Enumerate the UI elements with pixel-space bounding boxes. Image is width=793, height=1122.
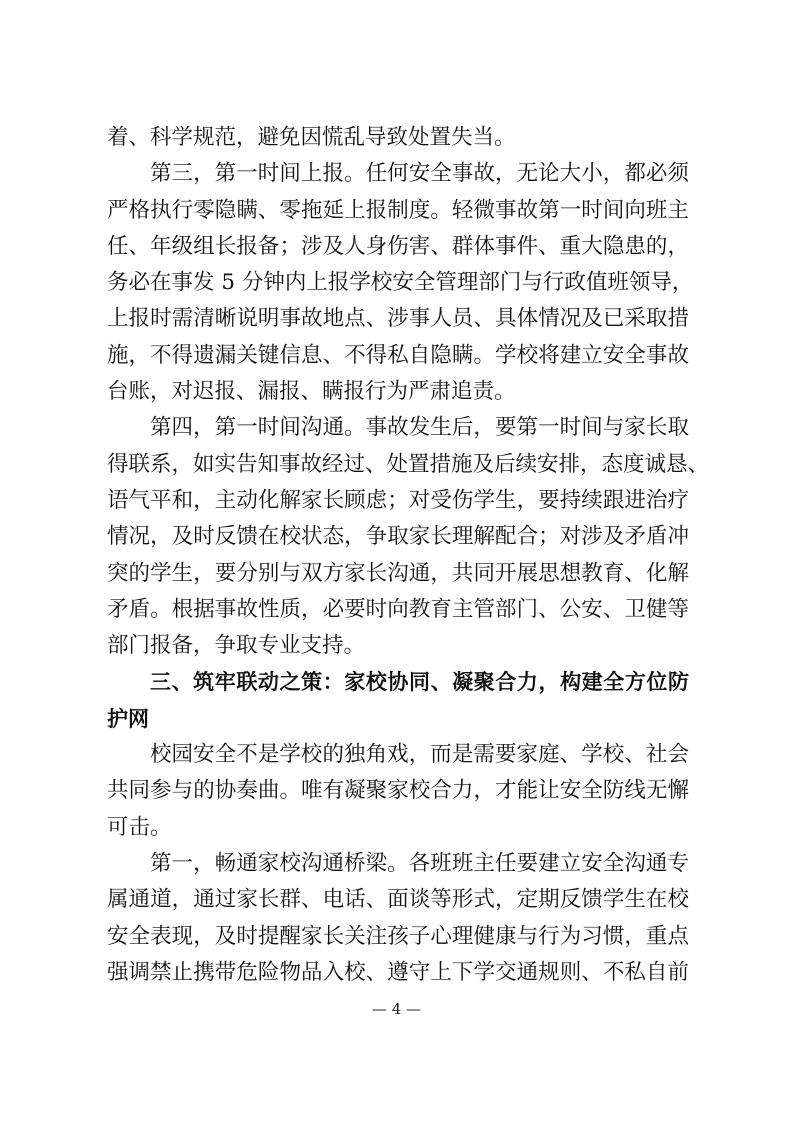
text-line: 矛盾。根据事故性质，必要时向教育主管部门、公安、卫健等 bbox=[107, 596, 689, 622]
text-line: 务必在事发 5 分钟内上报学校安全管理部门与行政值班领导， bbox=[107, 270, 694, 296]
text-line: 台账，对迟报、漏报、瞒报行为严肃追责。 bbox=[107, 379, 516, 405]
text-line: 着、科学规范，避免因慌乱导致处置失当。 bbox=[107, 125, 516, 150]
text-line: 强调禁止携带危险物品入校、遵守上下学交通规则、不私自前 bbox=[107, 959, 689, 985]
text-line: 第三，第一时间上报。任何安全事故，无论大小，都必须 bbox=[150, 161, 689, 187]
document-body bbox=[107, 120, 710, 991]
text-line: 任、年级组长报备；涉及人身伤害、群体事件、重大隐患的， bbox=[107, 233, 689, 259]
section-heading-line: 三、筑牢联动之策：家校协同、凝聚合力，构建全方位防 bbox=[150, 670, 689, 695]
text-line: 安全表现，及时提醒家长关注孩子心理健康与行为习惯，重点 bbox=[107, 923, 689, 949]
text-line: 第四，第一时间沟通。事故发生后，要第一时间与家长取 bbox=[150, 415, 689, 441]
text-line: 严格执行零隐瞒、零拖延上报制度。轻微事故第一时间向班主 bbox=[107, 197, 689, 223]
text-line: 可击。 bbox=[107, 814, 172, 840]
section-heading-line: 护网 bbox=[107, 706, 149, 731]
text-line: 情况，及时反馈在校状态，争取家长理解配合；对涉及矛盾冲 bbox=[107, 524, 689, 550]
text-line: 上报时需清晰说明事故地点、涉事人员、具体情况及已采取措 bbox=[107, 306, 689, 332]
text-line: 第一，畅通家校沟通桥梁。各班班主任要建立安全沟通专 bbox=[150, 850, 689, 876]
page-number: — 4 — bbox=[371, 1000, 422, 1018]
text-line: 突的学生，要分别与双方家长沟通，共同开展思想教育、化解 bbox=[107, 560, 689, 586]
text-line: 得联系，如实告知事故经过、处置措施及后续安排，态度诚恳、 bbox=[107, 451, 710, 477]
text-line: 部门报备，争取专业支持。 bbox=[107, 633, 366, 659]
text-line: 共同参与的协奏曲。唯有凝聚家校合力，才能让安全防线无懈 bbox=[107, 778, 689, 804]
text-line: 校园安全不是学校的独角戏，而是需要家庭、学校、社会 bbox=[150, 742, 689, 768]
text-line: 语气平和，主动化解家长顾虑；对受伤学生，要持续跟进治疗 bbox=[107, 487, 689, 513]
text-line: 属通道，通过家长群、电话、面谈等形式，定期反馈学生在校 bbox=[107, 887, 689, 913]
text-line: 施，不得遗漏关键信息、不得私自隐瞒。学校将建立安全事故 bbox=[107, 342, 689, 368]
